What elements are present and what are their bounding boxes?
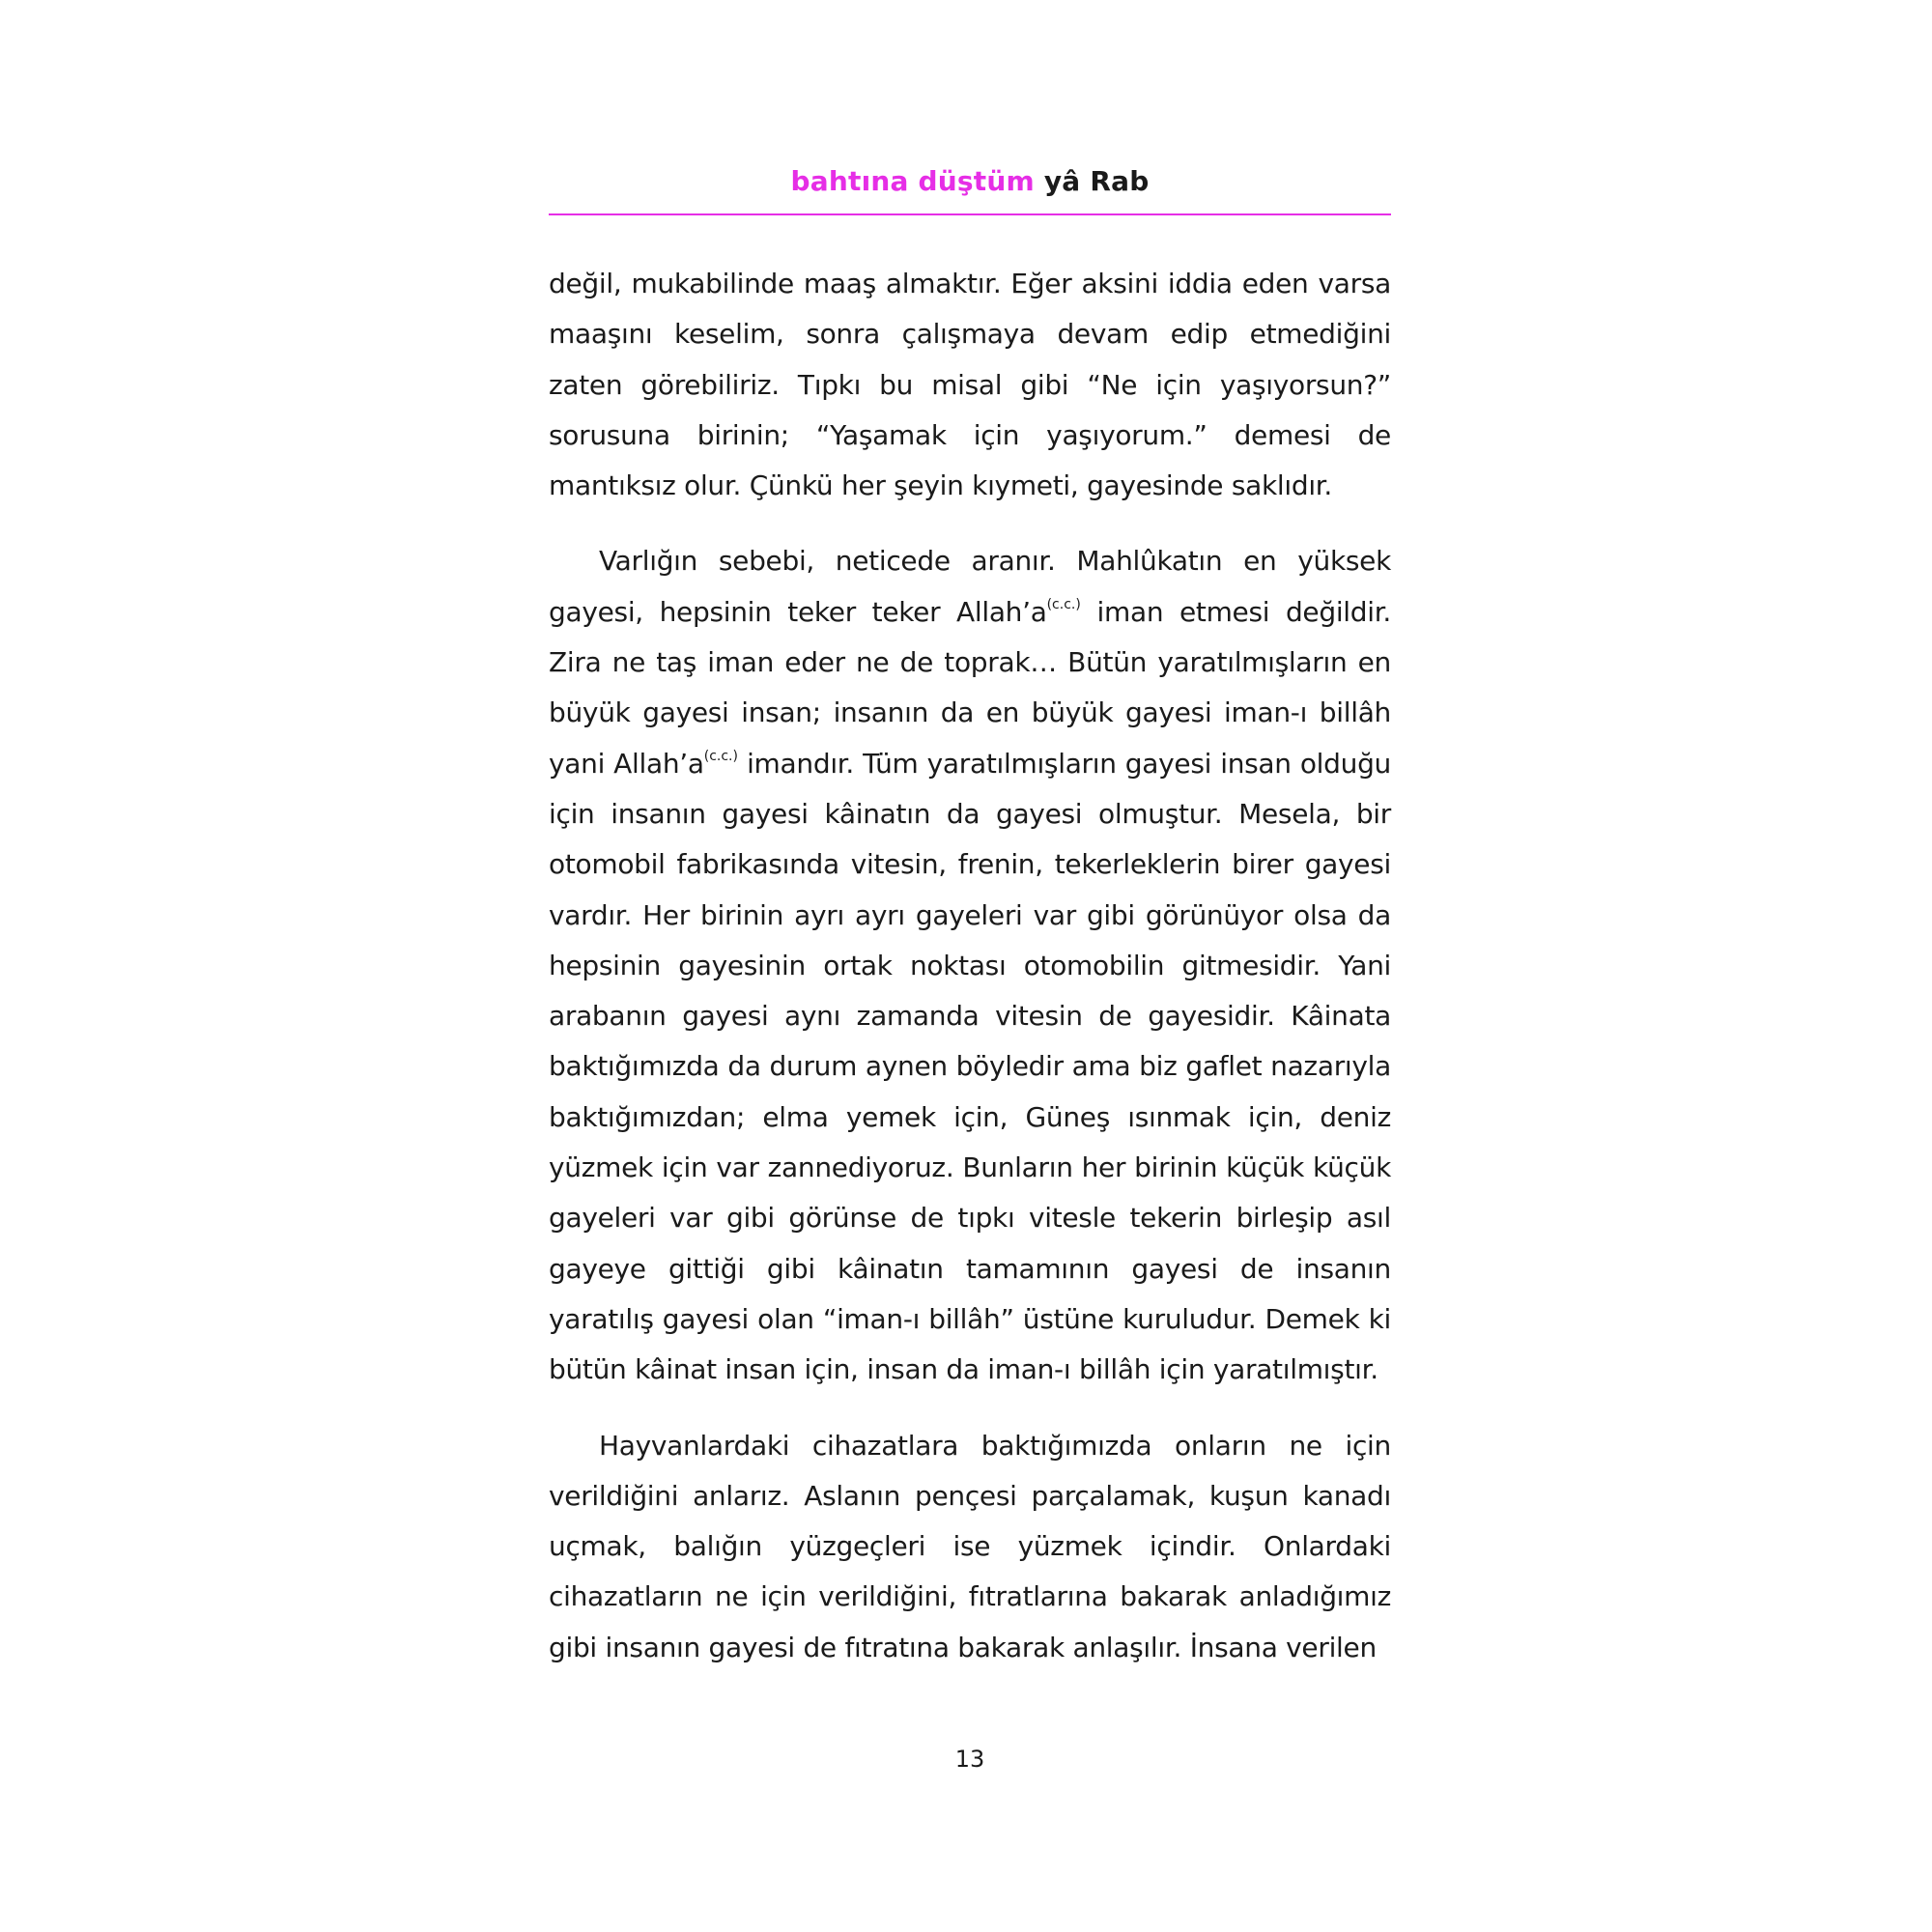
honorific-superscript-2: (c.c.) — [703, 748, 738, 764]
book-page — [549, 0, 1391, 1932]
header-title-rest: yâ Rab — [1043, 165, 1150, 197]
paragraph-3: Hayvanlardaki cihazatlara baktığımızda onların ne için verildiğini anlarız. Aslanın pençesi parçalamak, kuşun kanadı uçmak, balığın yüzgeçleri ise yüzmek içindir. Onlardaki cihazatların ne için verildiğini, fıtratlarına bakarak anladığımız gibi insanın gayesi de fıtratına bakarak anlaşılır. İnsana verilen — [549, 1429, 1391, 1663]
paragraph-2 — [549, 536, 1391, 1395]
body-text — [549, 259, 1391, 1673]
honorific-superscript-1: (c.c.) — [1046, 596, 1081, 612]
header-title-accent: bahtına düştüm — [790, 165, 1035, 197]
paragraph-1: değil, mukabilinde maaş almaktır. Eğer aksini iddia eden varsa maaşını keselim, sonra çalışmaya devam edip etmediğini zaten görebiliriz. Tıpkı bu misal gibi “Ne için yaşıyorsun?” sorusuna birinin; “Yaşamak için yaşıyorum.” demesi de mantıksız olur. Çünkü her şeyin kıymeti, gayesinde saklıdır. — [549, 268, 1391, 502]
page-number: 13 — [954, 1746, 985, 1773]
paragraph-2-part-c: imandır. Tüm yaratılmışların gayesi insan olduğu için insanın gayesi kâinatın da gayesi olmuştur. Mesela, bir otomobil fabrikasında vitesin, frenin, tekerleklerin birer gayesi vardır. Her birinin ayrı ayrı gayeleri var gibi görünüyor olsa da hepsinin gayesinin ortak noktası otomobilin gitmesidir. Yani arabanın gayesi aynı zamanda vitesin de gayesidir. Kâinata baktığımızda da durum aynen böyledir ama biz gaflet nazarıyla baktığımızdan; elma yemek için, Güneş ısınmak için, deniz yüzmek için var zannediyoruz. Bunların her birinin küçük küçük gayeleri var gibi görünse de tıpkı vitesle tekerin birleşip asıl gayeye gittiği gibi kâinatın tamamının gayesi de insanın yaratılış gayesi olan “iman-ı billâh” üstüne kuruludur. Demek ki bütün kâinat insan için, insan da iman-ı billâh için yaratılmıştır. — [549, 747, 1391, 1386]
paragraph-2-part-b: iman etmesi değildir. Zira ne taş iman eder ne de toprak… Bütün yaratılmışların en büyük gayesi insan; insanın da en büyük gayesi iman-ı billâh yani Allah’a — [549, 595, 1391, 780]
running-header — [549, 162, 1391, 201]
paragraph-2-part-a: Varlığın sebebi, neticede aranır. Mahlûkatın en yüksek gayesi, hepsinin teker teker Allah’a — [549, 545, 1391, 628]
header-divider — [549, 213, 1391, 215]
